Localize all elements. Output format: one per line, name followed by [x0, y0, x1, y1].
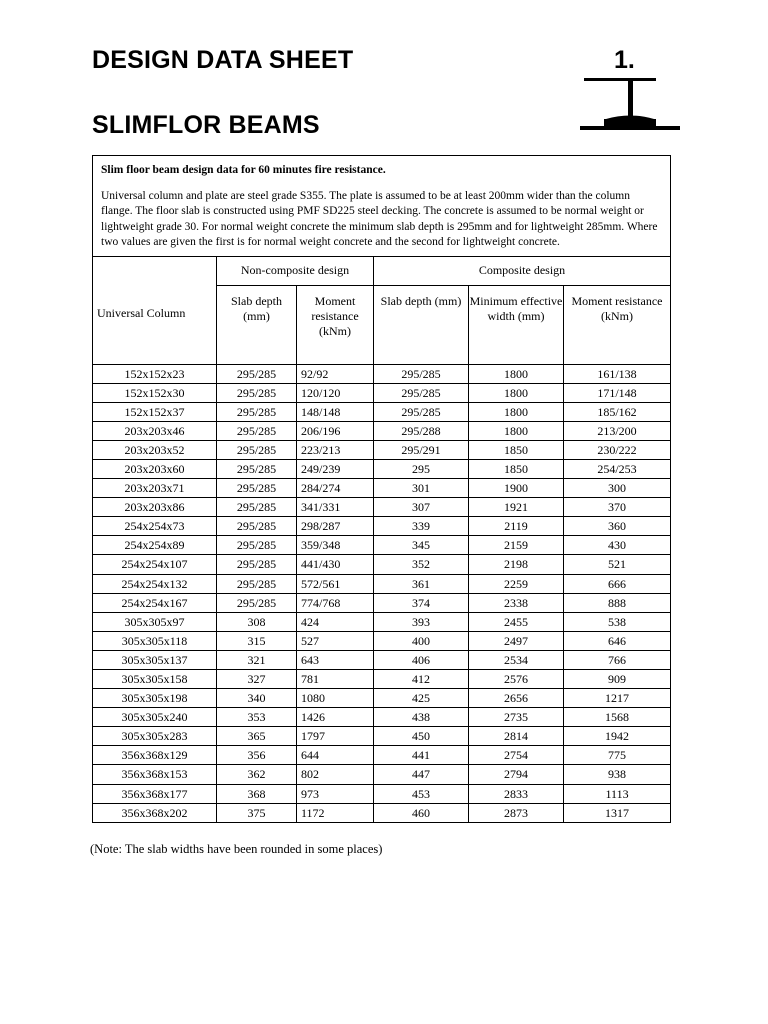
c-min-width-cell: 2656: [469, 689, 564, 708]
nc-slab-depth-cell: 295/285: [217, 574, 297, 593]
c-min-width-cell: 2119: [469, 517, 564, 536]
c-moment-cell: 300: [564, 479, 671, 498]
c-min-width-cell: 2338: [469, 593, 564, 612]
nc-slab-depth-cell: 356: [217, 746, 297, 765]
col-universal-column: Universal Column: [93, 256, 217, 364]
c-slab-depth-cell: 393: [374, 612, 469, 631]
c-min-width-cell: 2814: [469, 727, 564, 746]
universal-column-cell: 152x152x23: [93, 364, 217, 383]
c-slab-depth-cell: 441: [374, 746, 469, 765]
c-slab-depth-cell: 400: [374, 631, 469, 650]
table-row: [93, 402, 671, 421]
c-slab-depth-cell: 295: [374, 459, 469, 478]
universal-column-cell: 356x368x177: [93, 784, 217, 803]
col-c-slab-depth: Slab depth (mm): [374, 285, 469, 364]
table-row: [93, 765, 671, 784]
nc-moment-cell: 527: [297, 631, 374, 650]
c-min-width-cell: 1850: [469, 459, 564, 478]
nc-slab-depth-cell: 295/285: [217, 383, 297, 402]
c-slab-depth-cell: 412: [374, 670, 469, 689]
nc-moment-cell: 973: [297, 784, 374, 803]
universal-column-cell: 305x305x118: [93, 631, 217, 650]
nc-moment-cell: 644: [297, 746, 374, 765]
c-min-width-cell: 2534: [469, 650, 564, 669]
nc-moment-cell: 1080: [297, 689, 374, 708]
nc-slab-depth-cell: 295/285: [217, 498, 297, 517]
c-slab-depth-cell: 425: [374, 689, 469, 708]
table-row: [93, 746, 671, 765]
group-composite: Composite design: [374, 256, 671, 285]
intro-body: Universal column and plate are steel grade S355. The plate is assumed to be at least 200mm wider than the column flange. The floor slab is constructed using PMF SD225 steel decking. The concrete is assumed to be normal weight or lightweight grade 30. For normal weight concrete the minimum slab depth is 295mm and for lightweight 285mm. Where two values are given the first is for normal weight concrete and the second for lightweight concrete.: [101, 189, 658, 248]
col-c-min-width: Minimum effective width (mm): [469, 285, 564, 364]
nc-slab-depth-cell: 295/285: [217, 402, 297, 421]
c-moment-cell: 161/138: [564, 364, 671, 383]
c-moment-cell: 430: [564, 536, 671, 555]
c-moment-cell: 213/200: [564, 421, 671, 440]
table-row: [93, 631, 671, 650]
nc-slab-depth-cell: 295/285: [217, 459, 297, 478]
c-min-width-cell: 1850: [469, 440, 564, 459]
c-min-width-cell: 1921: [469, 498, 564, 517]
c-slab-depth-cell: 339: [374, 517, 469, 536]
table-row: [93, 689, 671, 708]
table-row: [93, 536, 671, 555]
nc-slab-depth-cell: 295/285: [217, 421, 297, 440]
nc-moment-cell: 441/430: [297, 555, 374, 574]
c-moment-cell: 909: [564, 670, 671, 689]
table-row: [93, 593, 671, 612]
universal-column-cell: 305x305x240: [93, 708, 217, 727]
nc-slab-depth-cell: 327: [217, 670, 297, 689]
intro-box: [93, 156, 671, 257]
i-beam-icon: [578, 76, 682, 136]
c-moment-cell: 360: [564, 517, 671, 536]
nc-moment-cell: 249/239: [297, 459, 374, 478]
c-min-width-cell: 2576: [469, 670, 564, 689]
table-row: [93, 670, 671, 689]
table-row: [93, 650, 671, 669]
table-row: [93, 727, 671, 746]
nc-moment-cell: 572/561: [297, 574, 374, 593]
sheet-number: 1.: [614, 46, 635, 74]
nc-moment-cell: 341/331: [297, 498, 374, 517]
nc-moment-cell: 781: [297, 670, 374, 689]
intro-heading: Slim floor beam design data for 60 minutes fire resistance.: [101, 164, 386, 176]
table-row: [93, 555, 671, 574]
table-row: [93, 574, 671, 593]
table-row: [93, 784, 671, 803]
c-slab-depth-cell: 453: [374, 784, 469, 803]
c-moment-cell: 646: [564, 631, 671, 650]
c-slab-depth-cell: 438: [374, 708, 469, 727]
nc-slab-depth-cell: 353: [217, 708, 297, 727]
c-moment-cell: 666: [564, 574, 671, 593]
c-slab-depth-cell: 301: [374, 479, 469, 498]
c-min-width-cell: 2794: [469, 765, 564, 784]
nc-slab-depth-cell: 295/285: [217, 517, 297, 536]
c-moment-cell: 766: [564, 650, 671, 669]
c-min-width-cell: 1800: [469, 383, 564, 402]
nc-slab-depth-cell: 295/285: [217, 440, 297, 459]
c-moment-cell: 1568: [564, 708, 671, 727]
c-moment-cell: 254/253: [564, 459, 671, 478]
c-slab-depth-cell: 295/285: [374, 364, 469, 383]
col-nc-slab-depth: Slab depth (mm): [217, 285, 297, 364]
footnote: (Note: The slab widths have been rounded in some places): [90, 842, 383, 856]
universal-column-cell: 305x305x198: [93, 689, 217, 708]
c-slab-depth-cell: 295/285: [374, 402, 469, 421]
table-row: [93, 459, 671, 478]
table-row: [93, 440, 671, 459]
universal-column-cell: 356x368x202: [93, 803, 217, 822]
c-moment-cell: 185/162: [564, 402, 671, 421]
c-min-width-cell: 2735: [469, 708, 564, 727]
universal-column-cell: 305x305x137: [93, 650, 217, 669]
nc-slab-depth-cell: 321: [217, 650, 297, 669]
c-min-width-cell: 2198: [469, 555, 564, 574]
c-moment-cell: 538: [564, 612, 671, 631]
universal-column-cell: 356x368x153: [93, 765, 217, 784]
universal-column-cell: 254x254x167: [93, 593, 217, 612]
nc-moment-cell: 1797: [297, 727, 374, 746]
nc-slab-depth-cell: 308: [217, 612, 297, 631]
universal-column-cell: 305x305x283: [93, 727, 217, 746]
universal-column-cell: 254x254x107: [93, 555, 217, 574]
universal-column-cell: 203x203x71: [93, 479, 217, 498]
c-slab-depth-cell: 295/285: [374, 383, 469, 402]
table-row: [93, 708, 671, 727]
c-moment-cell: 521: [564, 555, 671, 574]
nc-moment-cell: 92/92: [297, 364, 374, 383]
universal-column-cell: 203x203x86: [93, 498, 217, 517]
nc-moment-cell: 643: [297, 650, 374, 669]
c-min-width-cell: 2873: [469, 803, 564, 822]
table-row: [93, 498, 671, 517]
table-row: [93, 364, 671, 383]
universal-column-cell: 152x152x37: [93, 402, 217, 421]
c-min-width-cell: 1800: [469, 402, 564, 421]
nc-slab-depth-cell: 368: [217, 784, 297, 803]
c-slab-depth-cell: 295/288: [374, 421, 469, 440]
nc-moment-cell: 206/196: [297, 421, 374, 440]
nc-moment-cell: 120/120: [297, 383, 374, 402]
c-min-width-cell: 2497: [469, 631, 564, 650]
c-slab-depth-cell: 345: [374, 536, 469, 555]
group-noncomposite: Non-composite design: [217, 256, 374, 285]
nc-moment-cell: 424: [297, 612, 374, 631]
nc-moment-cell: 223/213: [297, 440, 374, 459]
c-slab-depth-cell: 361: [374, 574, 469, 593]
c-slab-depth-cell: 447: [374, 765, 469, 784]
nc-moment-cell: 148/148: [297, 402, 374, 421]
nc-moment-cell: 1426: [297, 708, 374, 727]
col-nc-moment: Moment resistance (kNm): [297, 285, 374, 364]
table-row: [93, 612, 671, 631]
c-slab-depth-cell: 406: [374, 650, 469, 669]
universal-column-cell: 356x368x129: [93, 746, 217, 765]
page-subtitle: SLIMFLOR BEAMS: [92, 111, 320, 139]
universal-column-cell: 254x254x73: [93, 517, 217, 536]
table-row: [93, 383, 671, 402]
c-min-width-cell: 2754: [469, 746, 564, 765]
universal-column-cell: 203x203x46: [93, 421, 217, 440]
c-min-width-cell: 2259: [469, 574, 564, 593]
design-data-table: [92, 155, 671, 823]
c-min-width-cell: 1800: [469, 364, 564, 383]
table-row: [93, 479, 671, 498]
c-min-width-cell: 2455: [469, 612, 564, 631]
nc-moment-cell: 774/768: [297, 593, 374, 612]
nc-slab-depth-cell: 340: [217, 689, 297, 708]
c-moment-cell: 171/148: [564, 383, 671, 402]
universal-column-cell: 254x254x132: [93, 574, 217, 593]
c-moment-cell: 370: [564, 498, 671, 517]
nc-moment-cell: 359/348: [297, 536, 374, 555]
table-row: [93, 517, 671, 536]
c-min-width-cell: 2833: [469, 784, 564, 803]
nc-slab-depth-cell: 295/285: [217, 536, 297, 555]
col-c-moment: Moment resistance (kNm): [564, 285, 671, 364]
nc-slab-depth-cell: 295/285: [217, 479, 297, 498]
nc-slab-depth-cell: 295/285: [217, 593, 297, 612]
universal-column-cell: 254x254x89: [93, 536, 217, 555]
c-moment-cell: 230/222: [564, 440, 671, 459]
universal-column-cell: 305x305x158: [93, 670, 217, 689]
c-moment-cell: 888: [564, 593, 671, 612]
nc-slab-depth-cell: 362: [217, 765, 297, 784]
c-min-width-cell: 1900: [469, 479, 564, 498]
nc-moment-cell: 284/274: [297, 479, 374, 498]
c-slab-depth-cell: 307: [374, 498, 469, 517]
c-moment-cell: 938: [564, 765, 671, 784]
nc-moment-cell: 298/287: [297, 517, 374, 536]
c-moment-cell: 1942: [564, 727, 671, 746]
nc-moment-cell: 802: [297, 765, 374, 784]
c-slab-depth-cell: 460: [374, 803, 469, 822]
universal-column-cell: 203x203x60: [93, 459, 217, 478]
nc-slab-depth-cell: 315: [217, 631, 297, 650]
c-moment-cell: 775: [564, 746, 671, 765]
c-slab-depth-cell: 374: [374, 593, 469, 612]
c-moment-cell: 1113: [564, 784, 671, 803]
nc-slab-depth-cell: 295/285: [217, 555, 297, 574]
nc-slab-depth-cell: 295/285: [217, 364, 297, 383]
c-slab-depth-cell: 450: [374, 727, 469, 746]
c-min-width-cell: 1800: [469, 421, 564, 440]
c-slab-depth-cell: 352: [374, 555, 469, 574]
c-moment-cell: 1217: [564, 689, 671, 708]
universal-column-cell: 305x305x97: [93, 612, 217, 631]
universal-column-cell: 152x152x30: [93, 383, 217, 402]
table-row: [93, 803, 671, 822]
universal-column-cell: 203x203x52: [93, 440, 217, 459]
c-slab-depth-cell: 295/291: [374, 440, 469, 459]
page-title: DESIGN DATA SHEET: [92, 46, 354, 74]
table-row: [93, 421, 671, 440]
nc-moment-cell: 1172: [297, 803, 374, 822]
c-min-width-cell: 2159: [469, 536, 564, 555]
nc-slab-depth-cell: 365: [217, 727, 297, 746]
nc-slab-depth-cell: 375: [217, 803, 297, 822]
c-moment-cell: 1317: [564, 803, 671, 822]
